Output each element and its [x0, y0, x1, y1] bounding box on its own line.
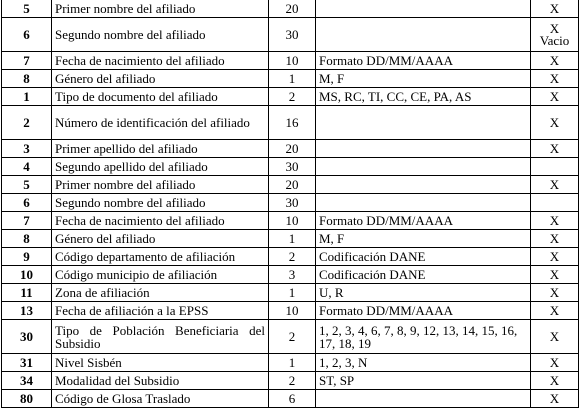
field-description: Código de Glosa Traslado: [52, 390, 269, 408]
field-number: 7: [2, 52, 52, 70]
field-allowed-values: [316, 106, 531, 140]
field-allowed-values: ST, SP: [316, 372, 531, 390]
field-description: Segundo apellido del afiliado: [52, 158, 269, 176]
field-required-flag: X: [531, 176, 579, 194]
field-length: 1: [269, 230, 316, 248]
table-row: [2, 70, 579, 88]
field-length: 20: [269, 140, 316, 158]
field-required-flag: X: [531, 0, 579, 18]
field-length: 10: [269, 302, 316, 320]
table-row: [2, 390, 579, 408]
field-description: Fecha de nacimiento del afiliado: [52, 52, 269, 70]
field-description: Código municipio de afiliación: [52, 266, 269, 284]
table-row: [2, 88, 579, 106]
table-row: [2, 248, 579, 266]
field-length: 10: [269, 212, 316, 230]
field-length: 10: [269, 52, 316, 70]
field-description: Género del afiliado: [52, 70, 269, 88]
field-allowed-values: [316, 140, 531, 158]
field-allowed-values: Codificación DANE: [316, 248, 531, 266]
field-required-flag: X: [531, 266, 579, 284]
table-row: [2, 320, 579, 354]
field-length: 30: [269, 158, 316, 176]
field-number: 10: [2, 266, 52, 284]
field-required-flag: X: [531, 70, 579, 88]
field-required-flag: X: [531, 302, 579, 320]
table-row: [2, 354, 579, 372]
field-description: Segundo nombre del afiliado: [52, 194, 269, 212]
field-required-flag: X: [531, 230, 579, 248]
field-number: 6: [2, 194, 52, 212]
table-row: [2, 140, 579, 158]
field-length: 30: [269, 194, 316, 212]
field-description: Modalidad del Subsidio: [52, 372, 269, 390]
field-allowed-values: [316, 0, 531, 18]
field-number: 5: [2, 0, 52, 18]
field-length: 2: [269, 88, 316, 106]
field-allowed-values: M, F: [316, 230, 531, 248]
field-required-flag: X: [531, 320, 579, 354]
field-number: 5: [2, 176, 52, 194]
field-length: 1: [269, 70, 316, 88]
field-allowed-values: Formato DD/MM/AAAA: [316, 212, 531, 230]
field-length: 6: [269, 390, 316, 408]
required-mark: X: [549, 20, 560, 36]
field-required-flag: X: [531, 248, 579, 266]
field-number: 8: [2, 230, 52, 248]
field-number: 13: [2, 302, 52, 320]
field-number: 11: [2, 284, 52, 302]
field-number: 8: [2, 70, 52, 88]
field-specification-table: [1, 0, 579, 408]
table-row: [2, 212, 579, 230]
field-length: 2: [269, 320, 316, 354]
table-row: [2, 52, 579, 70]
empty-note: Vacio: [539, 32, 570, 48]
field-required-flag: X: [531, 284, 579, 302]
table-row: [2, 158, 579, 176]
field-number: 80: [2, 390, 52, 408]
table-row: [2, 372, 579, 390]
table-row: [2, 106, 579, 140]
field-required-flag: X: [531, 52, 579, 70]
table-row: [2, 18, 579, 52]
field-length: 2: [269, 372, 316, 390]
field-allowed-values: Codificación DANE: [316, 266, 531, 284]
field-description: Número de identificación del afiliado: [52, 106, 269, 140]
field-number: 30: [2, 320, 52, 354]
field-required-flag: X: [531, 88, 579, 106]
field-length: 1: [269, 354, 316, 372]
field-description: Primer nombre del afiliado: [52, 0, 269, 18]
table-row: [2, 302, 579, 320]
field-description: Fecha de afiliación a la EPSS: [52, 302, 269, 320]
field-allowed-values: [316, 176, 531, 194]
field-required-flag: [531, 18, 579, 52]
field-number: 1: [2, 88, 52, 106]
field-length: 2: [269, 248, 316, 266]
field-number: 3: [2, 140, 52, 158]
field-description: Código departamento de afiliación: [52, 248, 269, 266]
field-allowed-values: [316, 158, 531, 176]
field-number: 31: [2, 354, 52, 372]
field-allowed-values: Formato DD/MM/AAAA: [316, 52, 531, 70]
table-row: [2, 194, 579, 212]
field-allowed-values: Formato DD/MM/AAAA: [316, 302, 531, 320]
field-number: 34: [2, 372, 52, 390]
field-description: Fecha de nacimiento del afiliado: [52, 212, 269, 230]
field-length: 20: [269, 0, 316, 18]
table-row: [2, 230, 579, 248]
field-description: Primer apellido del afiliado: [52, 140, 269, 158]
field-length: 16: [269, 106, 316, 140]
table-row: [2, 0, 579, 18]
field-description: Tipo de documento del afiliado: [52, 88, 269, 106]
field-number: 6: [2, 18, 52, 52]
field-allowed-values: U, R: [316, 284, 531, 302]
field-allowed-values: M, F: [316, 70, 531, 88]
field-description: Género del afiliado: [52, 230, 269, 248]
field-length: 3: [269, 266, 316, 284]
field-required-flag: [531, 158, 579, 176]
field-required-flag: X: [531, 390, 579, 408]
field-length: 20: [269, 176, 316, 194]
field-description: Nivel Sisbén: [52, 354, 269, 372]
field-required-flag: X: [531, 372, 579, 390]
field-description: Tipo de Población Beneficiaria del Subsidio: [52, 320, 269, 354]
field-required-flag: X: [531, 140, 579, 158]
field-allowed-values: MS, RC, TI, CC, CE, PA, AS: [316, 88, 531, 106]
field-length: 1: [269, 284, 316, 302]
field-allowed-values: 1, 2, 3, N: [316, 354, 531, 372]
field-allowed-values: [316, 194, 531, 212]
field-description: Primer nombre del afiliado: [52, 176, 269, 194]
field-required-flag: X: [531, 212, 579, 230]
field-allowed-values: [316, 390, 531, 408]
table-row: [2, 284, 579, 302]
field-number: 2: [2, 106, 52, 140]
table-row: [2, 176, 579, 194]
field-number: 9: [2, 248, 52, 266]
field-allowed-values: [316, 18, 531, 52]
field-required-flag: X: [531, 106, 579, 140]
table-row: [2, 266, 579, 284]
field-required-flag: [531, 194, 579, 212]
field-length: 30: [269, 18, 316, 52]
field-number: 4: [2, 158, 52, 176]
field-required-flag: X: [531, 354, 579, 372]
field-allowed-values: 1, 2, 3, 4, 6, 7, 8, 9, 12, 13, 14, 15, 16, 17, 18, 19: [316, 320, 531, 354]
field-description: Segundo nombre del afiliado: [52, 18, 269, 52]
field-description: Zona de afiliación: [52, 284, 269, 302]
field-number: 7: [2, 212, 52, 230]
